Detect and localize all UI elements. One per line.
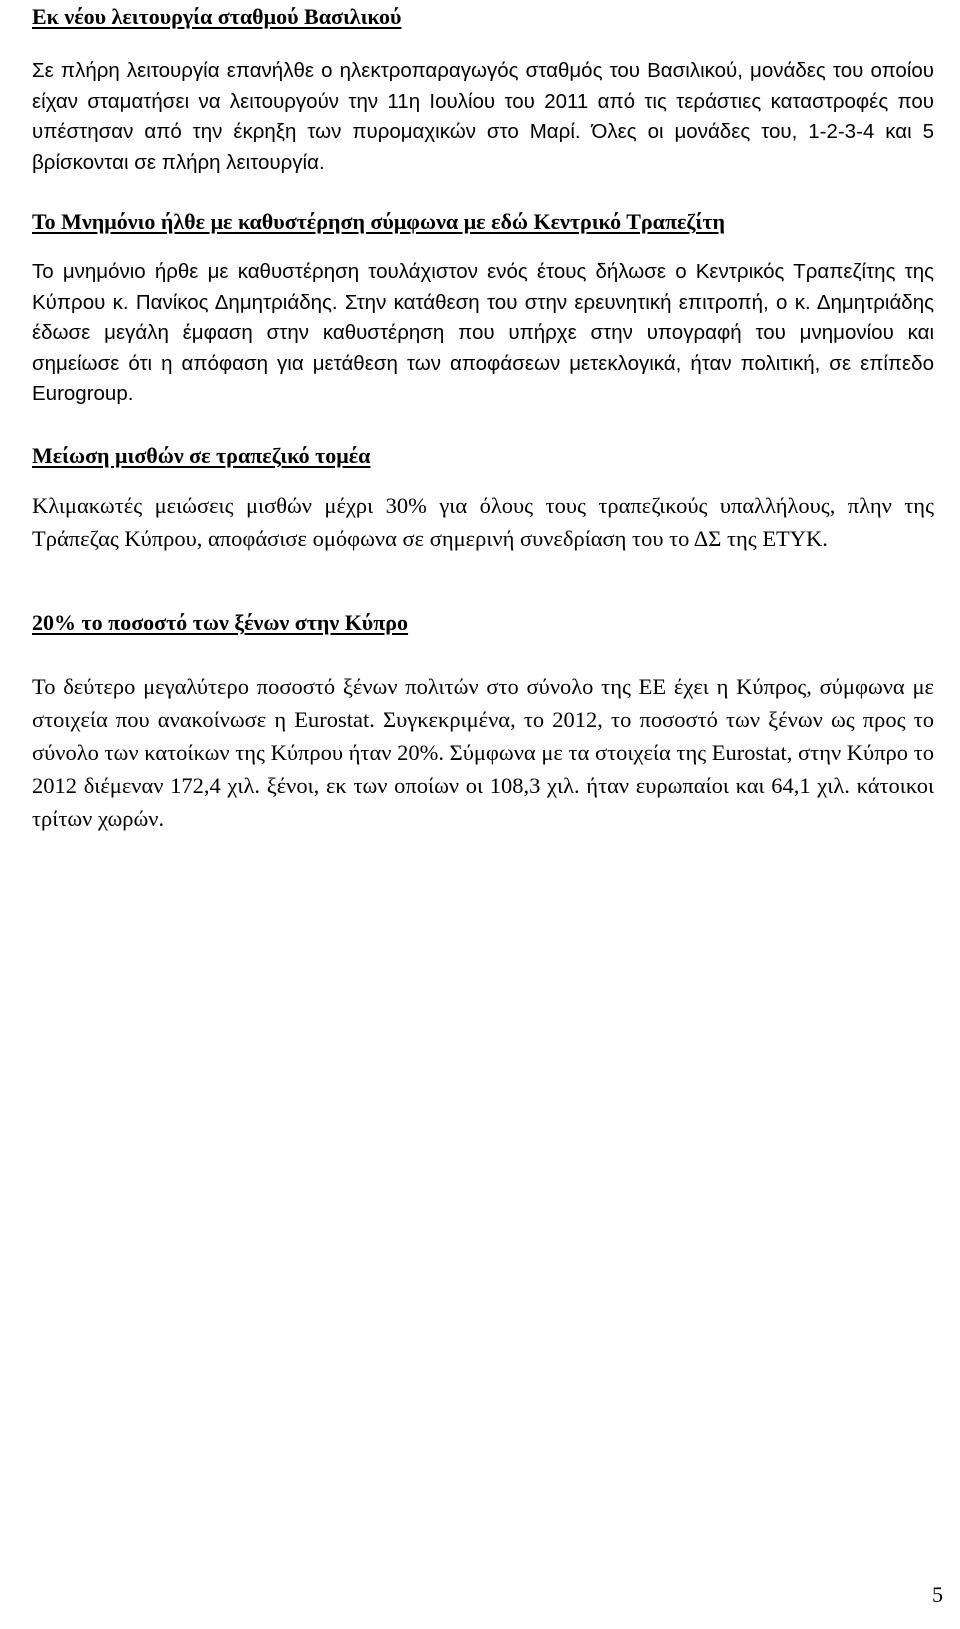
article-heading: Μείωση μισθών σε τραπεζικό τομέα — [32, 443, 371, 468]
article-heading: Εκ νέου λειτουργία σταθμού Βασιλικού — [32, 4, 402, 29]
article-vasiliko-station — [32, 2, 934, 178]
article-heading: Το Μνημόνιο ήλθε με καθυστέρηση σύμφωνα με εδώ Κεντρικό Τραπεζίτη — [32, 209, 725, 234]
article-body: Σε πλήρη λειτουργία επανήλθε ο ηλεκτροπαραγωγός σταθμός του Βασιλικού, μονάδες του οποίου είχαν σταματήσει να λειτουργούν την 11η Ιουλίου του 2011 από τις τεράστιες καταστροφές που υπέστησαν από την έκρηξη των πυρομαχικών στο Μαρί. Όλες οι μονάδες του, 1-2-3-4 και 5 βρίσκονται σε πλήρη λειτουργία. — [32, 59, 934, 174]
article-memorandum-delay — [32, 207, 934, 410]
article-bank-salary-cuts — [32, 441, 934, 555]
article-foreigners-percentage — [32, 608, 934, 835]
article-body: Κλιμακωτές μειώσεις μισθών μέχρι 30% για όλους τους τραπεζικούς υπαλλήλους, πλην της Τράπεζας Κύπρου, αποφάσισε ομόφωνα σε σημερινή συνεδρίαση του το ΔΣ της ΕΤΥΚ. — [32, 493, 934, 551]
article-heading: 20% το ποσοστό των ξένων στην Κύπρο — [32, 610, 409, 635]
article-body: Το δεύτερο μεγαλύτερο ποσοστό ξένων πολιτών στο σύνολο της ΕΕ έχει η Κύπρος, σύμφωνα με στοιχεία που ανακοίνωσε η Eurostat. Συγκεκριμένα, το 2012, το ποσοστό των ξένων ως προς το σύνολο των κατοίκων της Κύπρου ήταν 20%. Σύμφωνα με τα στοιχεία της Eurostat, στην Κύπρο το 2012 διέμεναν 172,4 χιλ. ξένοι, εκ των οποίων οι 108,3 χιλ. ήταν ευρωπαίοι και 64,1 χιλ. κάτοικοι τρίτων χωρών. — [32, 674, 934, 831]
page-number: 5 — [932, 1582, 943, 1607]
article-body: Το μνημόνιο ήρθε με καθυστέρηση τουλάχιστον ενός έτους δήλωσε ο Κεντρικός Τραπεζίτης της Κύπρου κ. Πανίκος Δημητριάδης. Στην κατάθεση του στην ερευνητική επιτροπή, ο κ. Δημητριάδης έδωσε μεγάλη έμφαση στην καθυστέρηση που υπήρχε στην υπογραφή του μνημονίου και σημείωσε ότι η απόφαση για μετάθεση των αποφάσεων μετεκλογικά, ήταν πολιτική, σε επίπεδο Eurogroup. — [32, 260, 934, 405]
